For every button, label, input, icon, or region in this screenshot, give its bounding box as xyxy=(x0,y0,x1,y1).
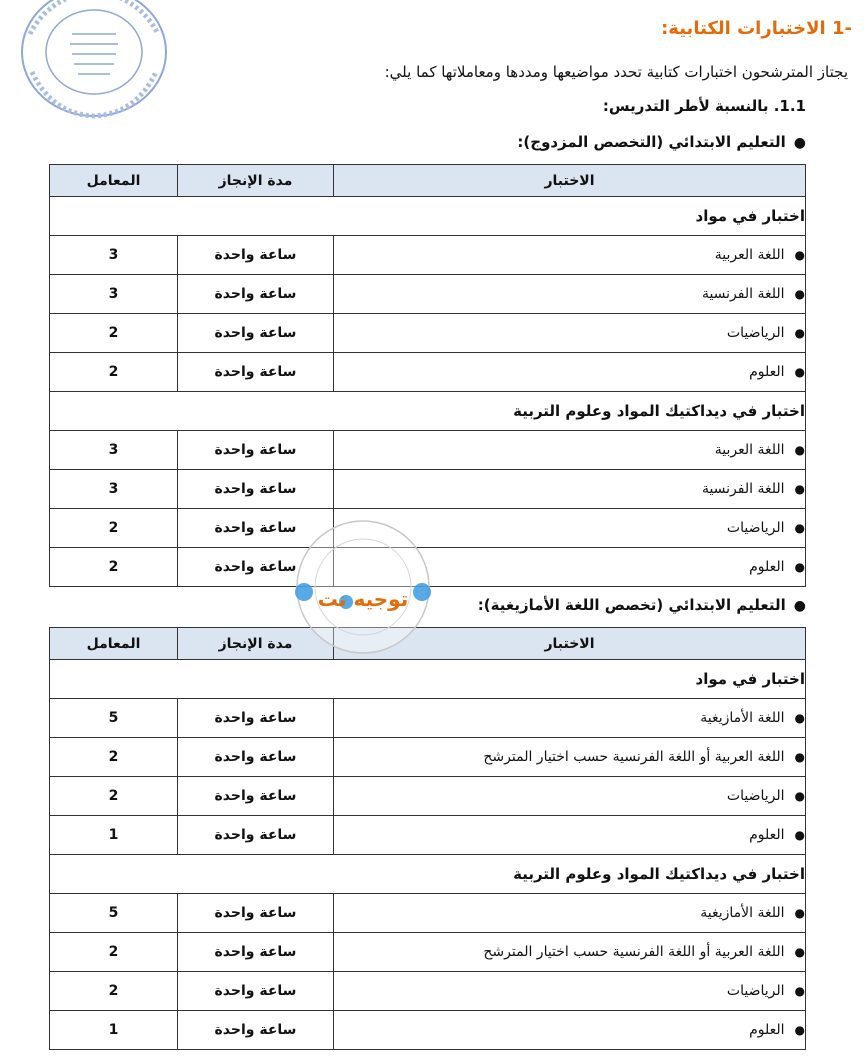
table-row xyxy=(50,699,806,738)
bullet-icon: ● xyxy=(794,906,805,920)
duration-cell: ساعة واحدة xyxy=(178,431,334,470)
coef-cell: 5 xyxy=(50,699,178,738)
subject-cell xyxy=(334,699,806,738)
coef-cell: 5 xyxy=(50,894,178,933)
duration-cell: ساعة واحدة xyxy=(178,1011,334,1050)
duration-cell: ساعة واحدة xyxy=(178,699,334,738)
coef-cell: 2 xyxy=(50,738,178,777)
subject-name: اللغة الفرنسية xyxy=(701,286,785,302)
section-title: اختبار في مواد xyxy=(50,197,806,236)
duration-cell: ساعة واحدة xyxy=(178,972,334,1011)
coef-cell: 1 xyxy=(50,816,178,855)
section-row xyxy=(50,197,806,236)
table-row xyxy=(50,894,806,933)
coef-cell: 2 xyxy=(50,353,178,392)
subject-cell xyxy=(334,275,806,314)
subject-cell xyxy=(334,236,806,275)
table-2-title-text: التعليم الابتدائي (تخصص اللغة الأمازيغية): xyxy=(477,596,786,614)
coef-cell: 3 xyxy=(50,275,178,314)
header-duration: مدة الإنجاز xyxy=(178,628,334,660)
subject-cell xyxy=(334,894,806,933)
bullet-icon: ● xyxy=(794,443,805,457)
subject-cell xyxy=(334,738,806,777)
header-coef: المعامل xyxy=(50,628,178,660)
table-row xyxy=(50,777,806,816)
subject-name: اللغة الأمازيغية xyxy=(700,905,785,921)
table-2-title xyxy=(478,596,806,614)
coef-cell: 2 xyxy=(50,777,178,816)
section-row xyxy=(50,392,806,431)
duration-cell: ساعة واحدة xyxy=(178,548,334,587)
bullet-icon: ● xyxy=(794,1023,805,1037)
bullet-icon: ● xyxy=(794,750,805,764)
subject-name: العلوم xyxy=(749,559,785,575)
duration-cell: ساعة واحدة xyxy=(178,933,334,972)
subsection-heading: 1.1. بالنسبة لأطر التدريس: xyxy=(602,97,806,115)
table-row xyxy=(50,972,806,1011)
bullet-icon: ● xyxy=(794,521,805,535)
subject-name: العلوم xyxy=(749,364,785,380)
coef-cell: 3 xyxy=(50,431,178,470)
subject-name: اللغة الفرنسية xyxy=(701,481,785,497)
table-row xyxy=(50,236,806,275)
coef-cell: 2 xyxy=(50,509,178,548)
duration-cell: ساعة واحدة xyxy=(178,314,334,353)
coef-cell: 2 xyxy=(50,972,178,1011)
section-title: اختبار في ديداكتيك المواد وعلوم التربية xyxy=(50,392,806,431)
header-duration: مدة الإنجاز xyxy=(178,165,334,197)
subject-cell xyxy=(334,816,806,855)
bullet-icon: ● xyxy=(794,945,805,959)
bullet-icon: ● xyxy=(793,598,806,614)
duration-cell: ساعة واحدة xyxy=(178,509,334,548)
intro-paragraph: يجتاز المترشحون اختبارات كتابية تحدد مواضيعها ومددها ومعاملاتها كما يلي: xyxy=(384,63,848,81)
subject-name: الرياضيات xyxy=(726,983,785,999)
table-row xyxy=(50,314,806,353)
exam-table-amazigh xyxy=(49,627,806,1050)
subject-cell xyxy=(334,972,806,1011)
bullet-icon: ● xyxy=(794,984,805,998)
bullet-icon: ● xyxy=(794,711,805,725)
table-row xyxy=(50,431,806,470)
header-coef: المعامل xyxy=(50,165,178,197)
duration-cell: ساعة واحدة xyxy=(178,816,334,855)
watermark-text: توجيه نت xyxy=(317,587,409,611)
subject-cell xyxy=(334,933,806,972)
bullet-icon: ● xyxy=(794,287,805,301)
duration-cell: ساعة واحدة xyxy=(178,738,334,777)
coef-cell: 2 xyxy=(50,548,178,587)
coef-cell: 1 xyxy=(50,1011,178,1050)
subject-name: اللغة الأمازيغية xyxy=(700,710,785,726)
bullet-icon: ● xyxy=(793,135,806,151)
header-exam: الاختبار xyxy=(334,165,806,197)
coef-cell: 3 xyxy=(50,236,178,275)
table-1-title-text: التعليم الابتدائي (التخصص المزدوج): xyxy=(517,133,786,151)
table-row xyxy=(50,1011,806,1050)
section-title: اختبار في ديداكتيك المواد وعلوم التربية xyxy=(50,855,806,894)
subject-cell xyxy=(334,1011,806,1050)
bullet-icon: ● xyxy=(794,828,805,842)
table-row xyxy=(50,933,806,972)
coef-cell: 3 xyxy=(50,470,178,509)
bullet-icon: ● xyxy=(794,560,805,574)
section-row xyxy=(50,855,806,894)
duration-cell: ساعة واحدة xyxy=(178,894,334,933)
coef-cell: 2 xyxy=(50,314,178,353)
subject-name: العلوم xyxy=(749,827,785,843)
site-watermark-logo xyxy=(284,508,442,666)
official-stamp-seal xyxy=(12,0,172,124)
subject-cell xyxy=(334,353,806,392)
subject-name: اللغة العربية أو اللغة الفرنسية حسب اختيار المترشح xyxy=(483,944,785,960)
subject-cell xyxy=(334,431,806,470)
table-1-title xyxy=(517,133,806,151)
bullet-icon: ● xyxy=(794,248,805,262)
subject-name: الرياضيات xyxy=(726,325,785,341)
duration-cell: ساعة واحدة xyxy=(178,236,334,275)
coef-cell: 2 xyxy=(50,933,178,972)
subject-name: العلوم xyxy=(749,1022,785,1038)
table-row xyxy=(50,275,806,314)
table-row xyxy=(50,738,806,777)
section-heading: -1 الاختبارات الكتابية: xyxy=(661,18,852,39)
bullet-icon: ● xyxy=(794,326,805,340)
table-row xyxy=(50,816,806,855)
bullet-icon: ● xyxy=(794,789,805,803)
bullet-icon: ● xyxy=(794,365,805,379)
table-header-row xyxy=(50,165,806,197)
subject-cell xyxy=(334,777,806,816)
duration-cell: ساعة واحدة xyxy=(178,275,334,314)
subject-name: اللغة العربية xyxy=(714,247,785,263)
section-title: اختبار في مواد xyxy=(50,660,806,699)
subject-name: اللغة العربية xyxy=(714,442,785,458)
table-row xyxy=(50,470,806,509)
subject-name: الرياضيات xyxy=(726,788,785,804)
table-row xyxy=(50,353,806,392)
subject-cell xyxy=(334,314,806,353)
duration-cell: ساعة واحدة xyxy=(178,777,334,816)
subject-cell xyxy=(334,470,806,509)
duration-cell: ساعة واحدة xyxy=(178,470,334,509)
header-exam: الاختبار xyxy=(334,628,806,660)
duration-cell: ساعة واحدة xyxy=(178,353,334,392)
subject-name: الرياضيات xyxy=(726,520,785,536)
subject-name: اللغة العربية أو اللغة الفرنسية حسب اختيار المترشح xyxy=(483,749,785,765)
bullet-icon: ● xyxy=(794,482,805,496)
